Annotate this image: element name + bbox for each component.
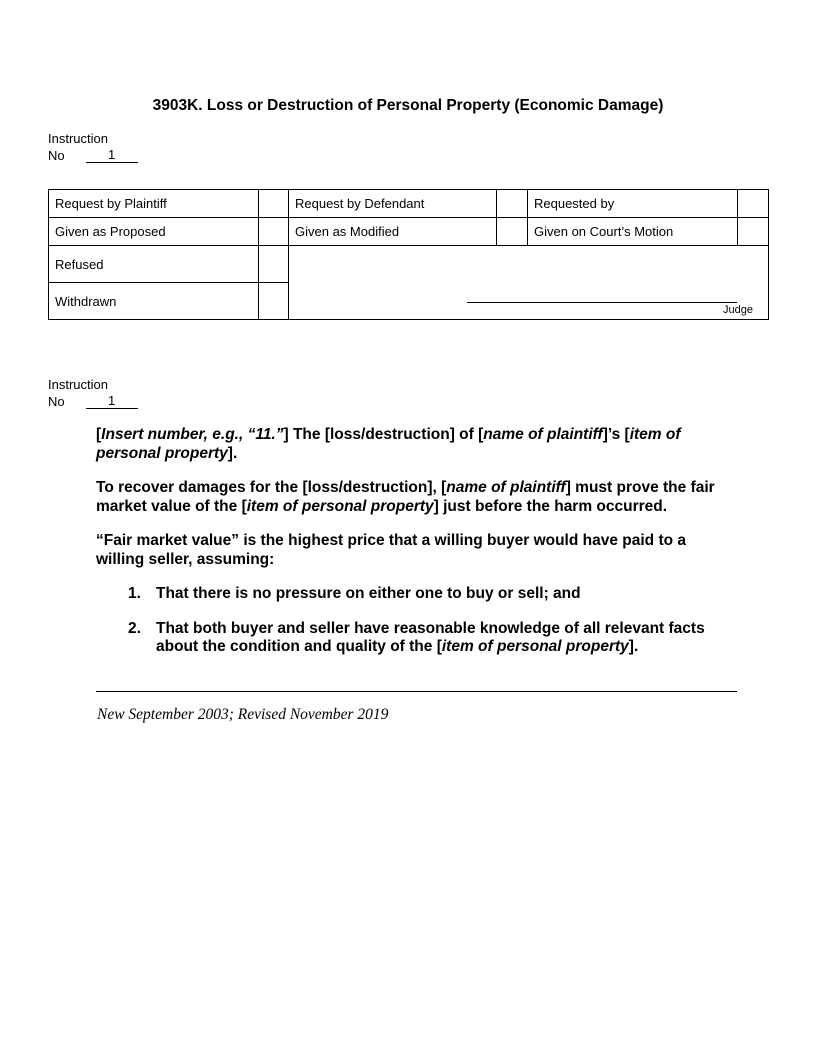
instruction-status-table: [48, 189, 769, 320]
list-item-number: 1.: [128, 585, 141, 602]
status-mark-cell-request-by-plaintiff: [259, 190, 289, 218]
status-mark-cell-given-as-proposed: [259, 218, 289, 246]
table-row: [49, 246, 769, 283]
status-mark-cell-request-by-defendant: [497, 190, 528, 218]
instruction-number-row: [48, 147, 138, 163]
list-item: [96, 620, 738, 657]
judge-signature-cell: [289, 246, 769, 320]
status-label-requested-by: Requested by: [528, 190, 738, 218]
page-title: 3903K. Loss or Destruction of Personal Property (Economic Damage): [152, 97, 664, 114]
instruction-no-label: No: [48, 394, 65, 409]
instruction-no-label: No: [48, 148, 65, 163]
status-label-withdrawn: Withdrawn: [49, 283, 259, 320]
divider-rule: [96, 691, 737, 692]
instruction-text-body: [96, 426, 738, 673]
list-item-text: That there is no pressure on either one to buy or sell; and: [156, 585, 581, 602]
status-label-given-on-courts-motion: Given on Court’s Motion: [528, 218, 738, 246]
list-item: [96, 585, 738, 604]
status-label-refused: Refused: [49, 246, 259, 283]
instruction-number-field: 1: [86, 393, 138, 409]
paragraph-recover-damages: To recover damages for the [loss/destruction], [name of plaintiff] must prove the fair market value of the [item of personal property] just before the harm occurred.: [96, 479, 715, 515]
instruction-number-field: 1: [86, 147, 138, 163]
status-label-given-as-modified: Given as Modified: [289, 218, 497, 246]
paragraph-fair-market-value: “Fair market value” is the highest price that a willing buyer would have paid to a willing seller, assuming:: [96, 532, 686, 568]
status-label-request-by-plaintiff: Request by Plaintiff: [49, 190, 259, 218]
judge-label: Judge: [723, 304, 753, 316]
paragraph-insert-number: [Insert number, e.g., “11.”] The [loss/destruction] of [name of plaintiff]’s [item of personal property].: [96, 426, 681, 462]
instruction-label: Instruction: [48, 377, 108, 392]
list-item-text: That both buyer and seller have reasonable knowledge of all relevant facts about the condition and quality of the [item of personal property].: [156, 619, 705, 655]
table-row: [49, 190, 769, 218]
status-mark-cell-requested-by: [738, 190, 769, 218]
status-label-given-as-proposed: Given as Proposed: [49, 218, 259, 246]
status-mark-cell-refused: [259, 246, 289, 283]
status-mark-cell-given-as-modified: [497, 218, 528, 246]
list-item-number: 2.: [128, 619, 141, 637]
judge-signature-line: [467, 291, 737, 303]
instruction-number-block-body: [48, 377, 138, 409]
status-label-request-by-defendant: Request by Defendant: [289, 190, 497, 218]
instruction-number-row: [48, 393, 138, 409]
status-mark-cell-given-on-courts-motion: [738, 218, 769, 246]
revision-note: New September 2003; Revised November 2019: [97, 706, 389, 723]
table-row: [49, 218, 769, 246]
instruction-number-block-top: [48, 131, 138, 163]
instruction-label: Instruction: [48, 131, 108, 146]
status-mark-cell-withdrawn: [259, 283, 289, 320]
